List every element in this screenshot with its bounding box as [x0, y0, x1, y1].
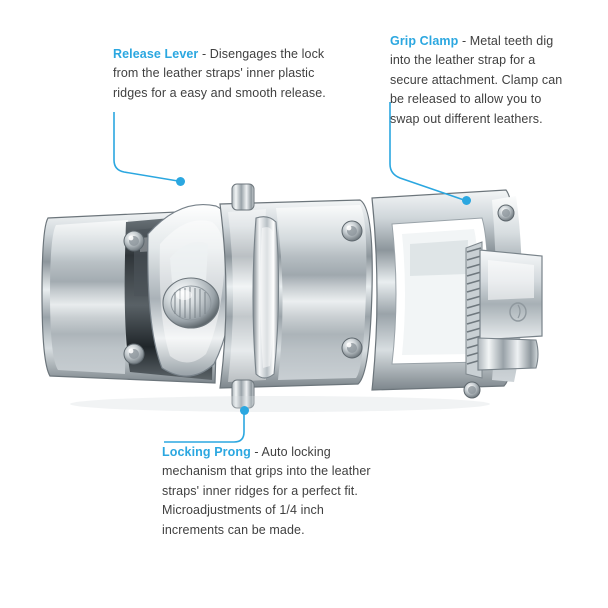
- locking-prong: [253, 217, 279, 378]
- screw: [464, 382, 480, 398]
- callout-grip-clamp-body: - Metal teeth dig into the leather strap for a secure attachment. Clamp can be released to allow you to swap out different leathers.: [390, 34, 563, 126]
- grip-clamp: [466, 242, 542, 378]
- belt-buckle-image: [30, 178, 545, 418]
- buckle-illustration: [30, 178, 545, 418]
- screw: [498, 205, 514, 221]
- grip-clamp-marker: [462, 196, 471, 205]
- buckle-center-body: [220, 184, 372, 408]
- callout-locking-prong: [162, 443, 372, 540]
- callout-locking-prong-title: Locking Prong: [162, 445, 251, 459]
- callout-release-lever-title: Release Lever: [113, 47, 199, 61]
- lever-knob: [163, 278, 219, 328]
- screw: [342, 338, 362, 358]
- callout-locking-prong-body: - Auto locking mechanism that grips into the leather straps' inner ridges for a perfect fit. Microadjustments of 1/4 inch increments can be made.: [162, 445, 371, 537]
- screw: [124, 231, 144, 251]
- callout-grip-clamp: [390, 32, 570, 129]
- callout-grip-clamp-title: Grip Clamp: [390, 34, 459, 48]
- screw: [124, 344, 144, 364]
- callout-release-lever-body: - Disengages the lock from the leather straps' inner plastic ridges for a easy and smooth release.: [113, 47, 326, 100]
- release-lever-marker: [176, 177, 185, 186]
- screw: [342, 221, 362, 241]
- callout-release-lever: [113, 45, 328, 103]
- locking-prong-marker: [240, 406, 249, 415]
